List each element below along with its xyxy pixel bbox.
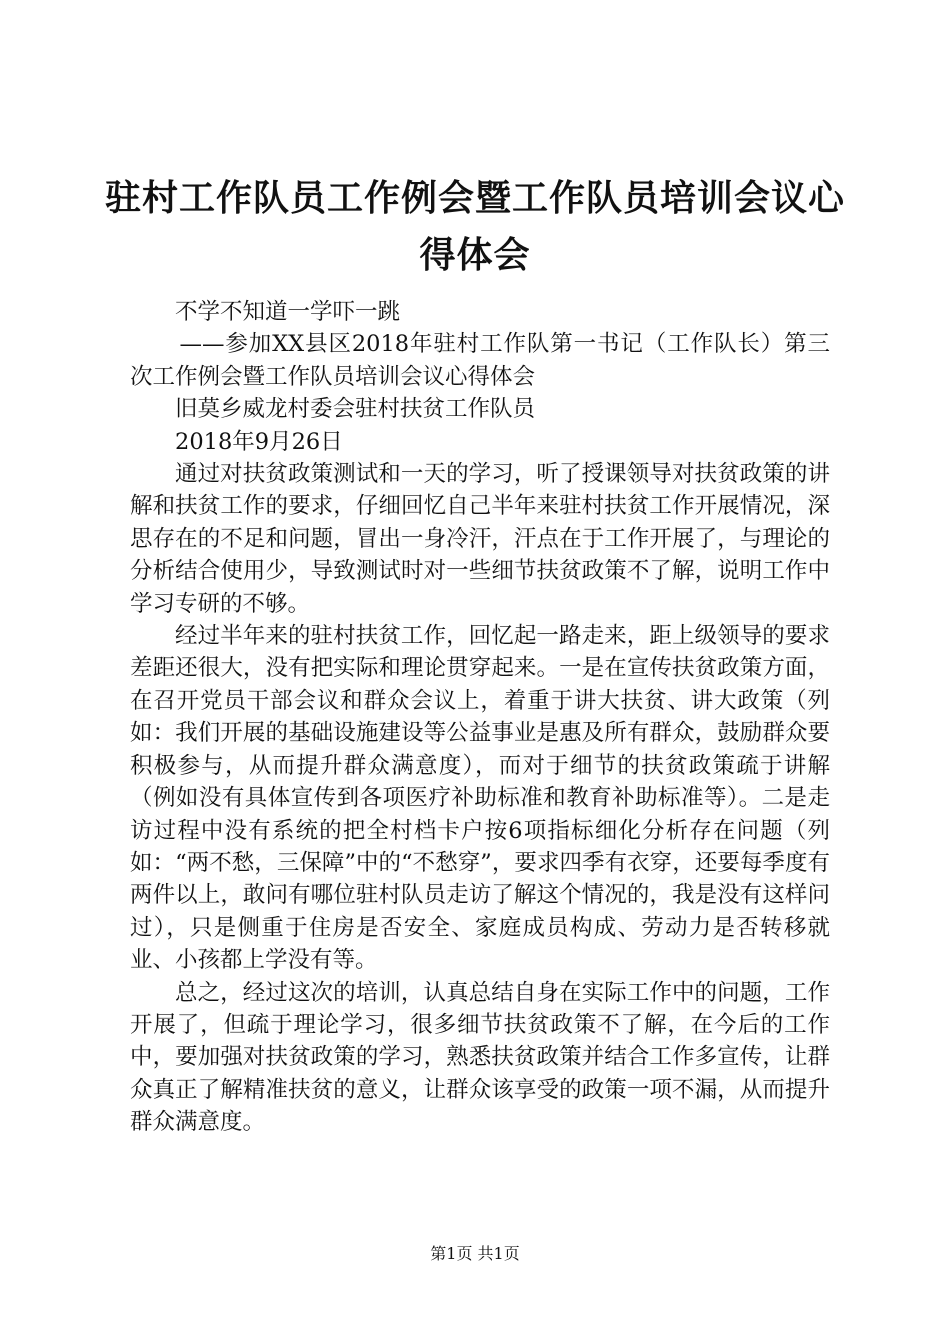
paragraph: 通过对扶贫政策测试和一天的学习，听了授课领导对扶贫政策的讲解和扶贫工作的要求，仔细回忆自己半年来驻村扶贫工作开展情况，深思存在的不足和问题，冒出一身冷汗，汗点在于工作开展了，与理论的分析结合使用少，导致测试时对一些细节扶贫政策不了解，说明工作中学习专研的不够。	[130, 461, 830, 617]
document-body	[130, 296, 830, 1139]
document-subtitle: 不学不知道一学吓一跳	[175, 299, 401, 325]
document-date: 2018年9月26日	[175, 428, 343, 455]
paragraph: 总之，经过这次的培训，认真总结自身在实际工作中的问题，工作开展了，但疏于理论学习，很多细节扶贫政策不了解，在今后的工作中，要加强对扶贫政策的学习，熟悉扶贫政策并结合工作多宣传，让群众真正了解精准扶贫的意义，让群众该享受的政策一项不漏，从而提升群众满意度。	[130, 979, 830, 1136]
paragraph: 经过半年来的驻村扶贫工作，回忆起一路走来，距上级领导的要求差距还很大，没有把实际和理论贯穿起来。一是在宣传扶贫政策方面，在召开党员干部会议和群众会议上，着重于讲大扶贫、讲大政策（列如：我们开展的基础设施建设等公益事业是惠及所有群众，鼓励群众要积极参与，从而提升群众满意度），而对于细节的扶贫政策疏于讲解（例如没有具体宣传到各项医疗补助标准和教育补助标准等）。二是走访过程中没有系统的把全村档卡户按6项指标细化分析存在问题（列如：“两不愁，三保障”中的“不愁穿”，要求四季有衣穿，还要每季度有两件以上，敢问有哪位驻村队员走访了解这个情况的，我是没有这样问过），只是侧重于住房是否安全、家庭成员构成、劳动力是否转移就业、小孩都上学没有等。	[130, 623, 830, 974]
document-author: 旧莫乡威龙村委会驻村扶贫工作队员	[175, 396, 536, 423]
document-title: 驻村工作队员工作例会暨工作队员培训会议心得体会	[104, 178, 845, 276]
document-subtitle-note: ——参加XX县区2018年驻村工作队第一书记（工作队长）第三次工作例会暨工作队员培训会议心得体会	[130, 331, 830, 390]
page-footer: 第1页 共1页	[430, 1244, 520, 1263]
